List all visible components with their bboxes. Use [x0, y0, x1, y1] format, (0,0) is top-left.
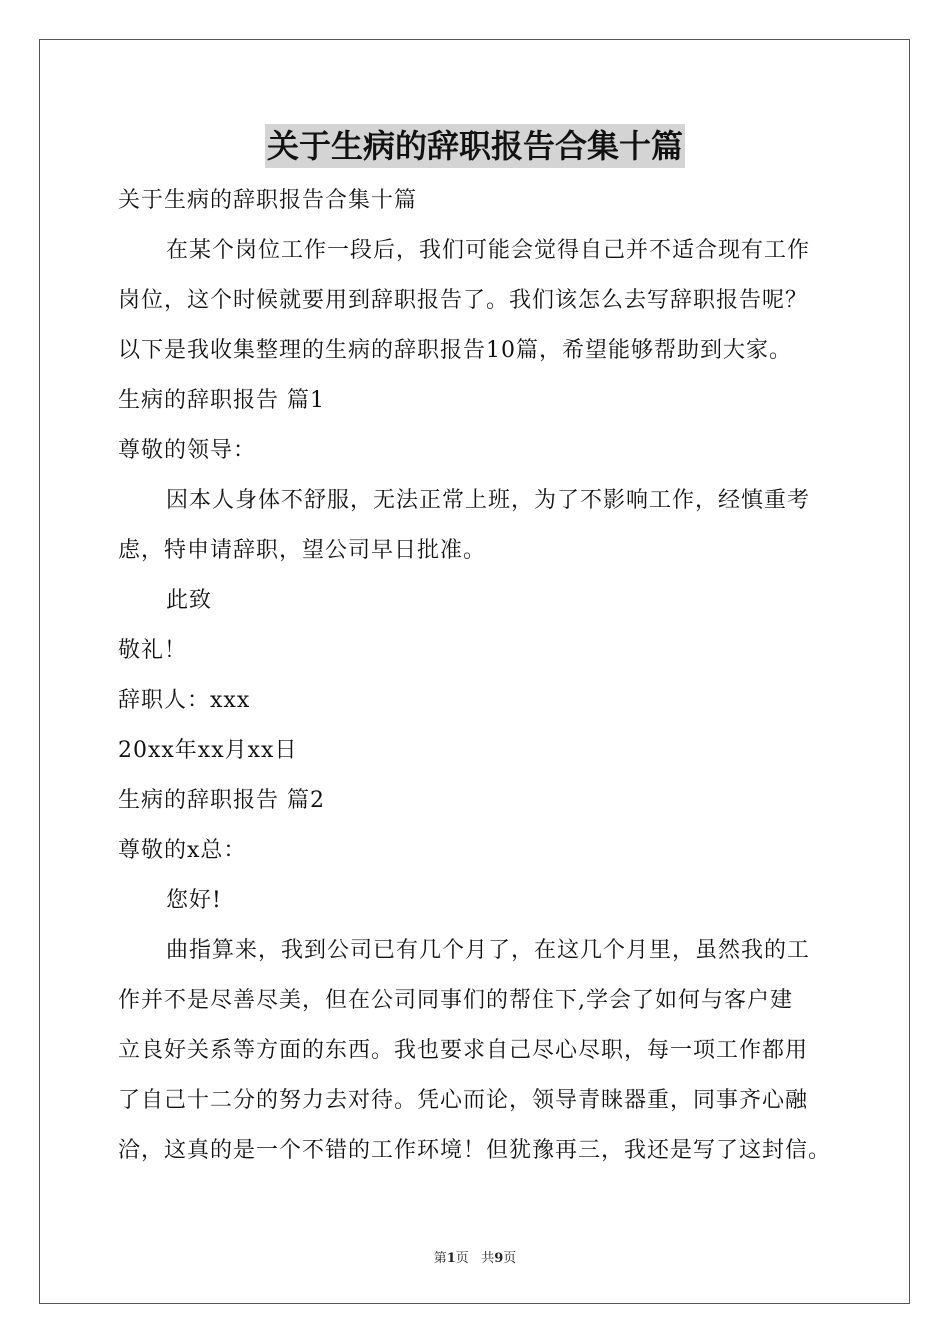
text-line: 因本人身体不舒服，无法正常上班，为了不影响工作，经慎重考: [166, 488, 811, 513]
page-number: 1: [446, 1251, 456, 1266]
page-suffix: 页: [455, 1251, 469, 1266]
text-line: 以下是我收集整理的生病的辞职报告10篇，希望能够帮助到大家。: [118, 338, 792, 363]
total-prefix: 共: [481, 1251, 495, 1266]
total-pages: 9: [494, 1251, 504, 1266]
total-suffix: 页: [503, 1251, 517, 1266]
text-line: 立良好关系等方面的东西。我也要求自己尽心尽职，每一项工作都用: [118, 1038, 809, 1063]
text-line: 此致: [166, 588, 213, 613]
text-line: 虑，特申请辞职，望公司早日批准。: [118, 538, 487, 563]
text-line: 生病的辞职报告 篇2: [118, 788, 325, 813]
text-line: 洽，这真的是一个不错的工作环境！但犹豫再三，我还是写了这封信。: [118, 1138, 832, 1163]
text-line: 尊敬的领导：: [118, 438, 257, 463]
text-line: 了自己十二分的努力去对待。凭心而论，领导青睐器重，同事齐心融: [118, 1088, 809, 1113]
text-line: 生病的辞职报告 篇1: [118, 388, 325, 413]
page-footer: [0, 1247, 950, 1266]
text-line: 曲指算来，我到公司已有几个月了，在这几个月里，虽然我的工: [166, 938, 811, 963]
text-line: 作并不是尽善尽美，但在公司同事们的帮住下,学会了如何与客户建: [118, 988, 793, 1013]
text-line: 关于生病的辞职报告合集十篇: [118, 188, 418, 213]
text-line: 岗位，这个时候就要用到辞职报告了。我们该怎么去写辞职报告呢？: [118, 288, 809, 313]
text-line: 20xx年xx月xx日: [118, 738, 298, 763]
document-body: [118, 176, 858, 1176]
text-line: 辞职人：xxx: [118, 688, 251, 713]
title-container: [0, 124, 950, 168]
document-title: 关于生病的辞职报告合集十篇: [265, 124, 685, 168]
text-line: 在某个岗位工作一段后，我们可能会觉得自己并不适合现有工作: [166, 238, 811, 263]
text-line: 尊敬的x总：: [118, 838, 247, 863]
text-line: 敬礼！: [118, 638, 188, 663]
text-line: 您好!: [166, 888, 222, 913]
page-prefix: 第: [433, 1251, 447, 1266]
